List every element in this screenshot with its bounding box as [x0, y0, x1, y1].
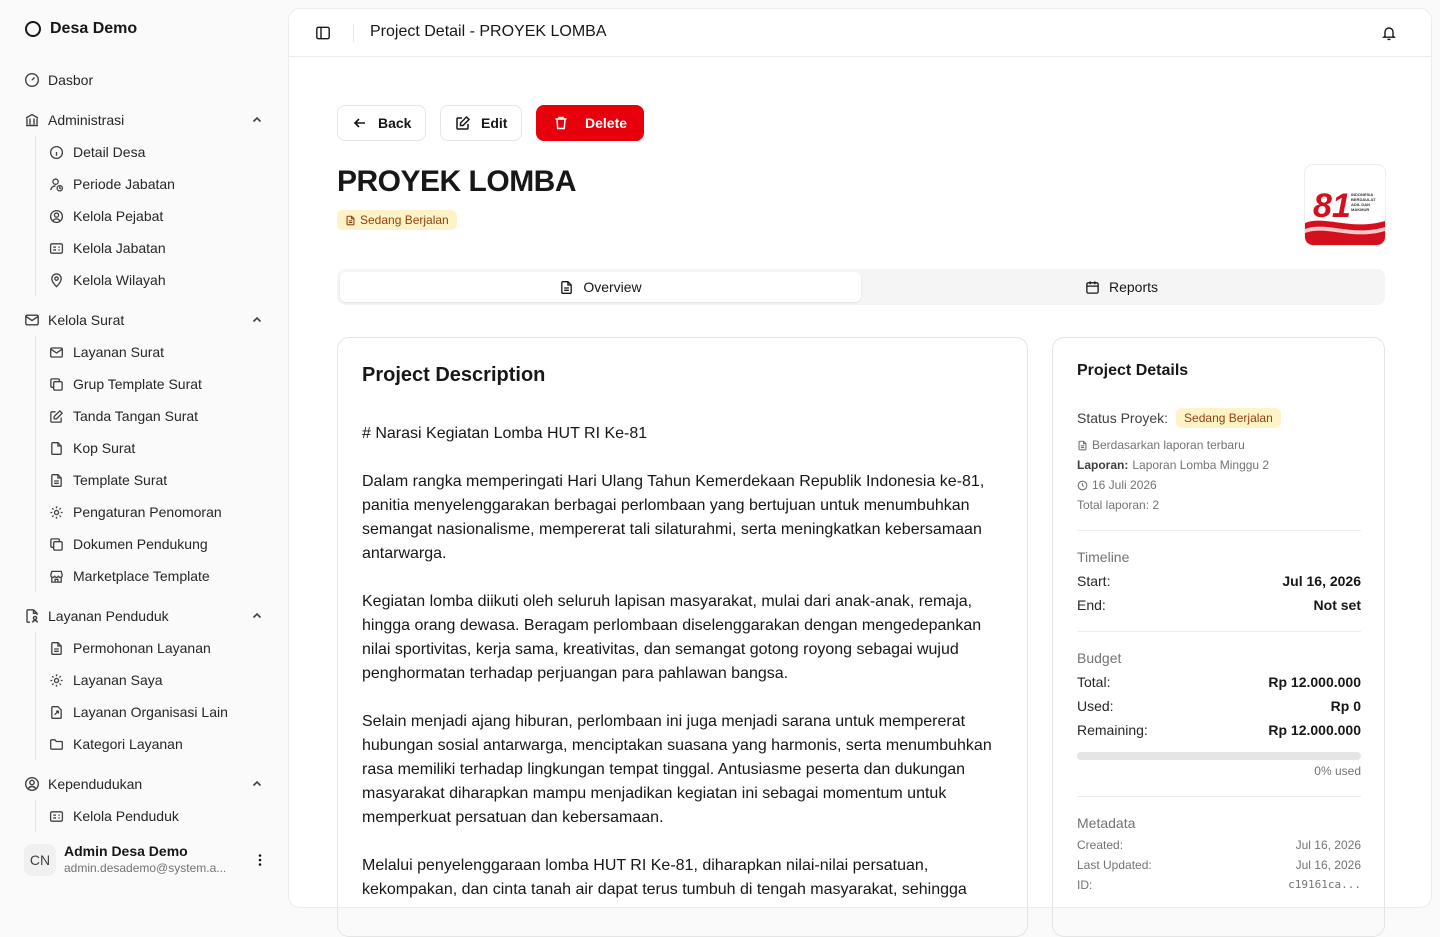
- bank-icon: [24, 112, 40, 128]
- pen-square-icon: [455, 115, 471, 131]
- back-label: Back: [378, 115, 412, 131]
- sidebar-item-label: Kop Surat: [73, 440, 136, 456]
- meta-created: [1077, 838, 1361, 852]
- report-date: [1077, 478, 1157, 492]
- description-body: [362, 422, 1002, 926]
- sidebar-group-label: Administrasi: [48, 112, 125, 128]
- kv-value: Rp 12.000.000: [1268, 674, 1361, 690]
- chevron-up-icon: [250, 609, 264, 623]
- timeline-label: Timeline: [1077, 549, 1130, 565]
- file-text-icon: [559, 280, 574, 295]
- sidebar-item-dokumen-pendukung[interactable]: [49, 532, 269, 556]
- kv-label: Used:: [1077, 698, 1114, 714]
- status-badge-label: Sedang Berjalan: [360, 213, 449, 227]
- description-paragraph: Kegiatan lomba diikuti oleh seluruh lapisan masyarakat, mulai dari anak-anak, remaja, hingga orang dewasa. Beragam perlombaan diselenggarakan dengan mengedepankan nilai sportivitas, kerja sama, kreativitas, dan semangat gotong royong sebagai wujud penghormatan terhadap perjuangan para pahlawan bangsa.: [362, 593, 982, 682]
- sidebar-group-label: Kelola Surat: [48, 312, 125, 328]
- file-text-icon: [345, 215, 356, 226]
- description-paragraph: Melalui penyelenggaraan lomba HUT RI Ke-81, diharapkan nilai-nilai persatuan, kekompakan, dan cinta tanah air dapat terus tumbuh di tengah masyarakat, sehingga: [362, 857, 967, 898]
- bell-icon[interactable]: [1381, 25, 1397, 41]
- sidebar-item-kop-surat[interactable]: [49, 436, 269, 460]
- sidebar-group-administrasi[interactable]: [24, 108, 264, 132]
- logo-text-line: INDONESIA: [1351, 192, 1374, 197]
- status-label: Status Proyek:: [1077, 410, 1169, 426]
- sidebar-item-marketplace-template[interactable]: [49, 564, 269, 588]
- logo-number: 81: [1313, 187, 1351, 225]
- topbar: [289, 9, 1431, 57]
- avatar: CN: [24, 844, 56, 876]
- sidebar-group-layanan-penduduk[interactable]: [24, 604, 264, 628]
- sidebar-item-label: Kelola Pejabat: [73, 208, 164, 224]
- budget-total: [1077, 674, 1361, 690]
- kv-value: Jul 16, 2026: [1282, 573, 1361, 589]
- chevron-up-icon: [250, 313, 264, 327]
- copy-icon: [49, 377, 64, 392]
- sidebar-group-label: Kependudukan: [48, 776, 143, 792]
- edit-label: Edit: [481, 115, 508, 131]
- file-text-icon: [49, 641, 64, 656]
- divider: [353, 24, 354, 42]
- sidebar: [0, 0, 288, 900]
- sidebar-item-kelola-wilayah[interactable]: [49, 268, 269, 292]
- file-text-icon: [49, 473, 64, 488]
- chevron-up-icon: [250, 113, 264, 127]
- pen-square-icon: [49, 409, 64, 424]
- total-reports: Total laporan: 2: [1077, 498, 1160, 512]
- arrow-left-icon: [352, 115, 368, 131]
- logo-text-line: BERDAULAT: [1351, 197, 1376, 202]
- mail-icon: [49, 345, 64, 360]
- sidebar-item-template-surat[interactable]: [49, 468, 269, 492]
- logo-text-line: MAKMUR: [1351, 207, 1370, 212]
- external-file-icon: [49, 705, 64, 720]
- sidebar-item-detail-desa[interactable]: [49, 140, 269, 164]
- sidebar-item-permohonan-layanan[interactable]: [49, 636, 269, 660]
- tab-list: [337, 269, 1385, 305]
- description-paragraph: Dalam rangka memperingati Hari Ulang Tahun Kemerdekaan Republik Indonesia ke-81, panitia menyelenggarakan berbagai perlombaan yang bertujuan untuk menumbuhkan semangat nasionalisme, mempererat tali silaturahmi, serta meningkatkan kebersamaan antarwarga.: [362, 473, 985, 562]
- sub-rail: [35, 136, 36, 296]
- mail-icon: [24, 312, 40, 328]
- user-menu[interactable]: [24, 840, 268, 880]
- sidebar-group-label: Layanan Penduduk: [48, 608, 169, 624]
- meta-value: c19161ca...: [1288, 878, 1361, 891]
- kv-label: Start:: [1077, 573, 1111, 589]
- copy-icon: [49, 537, 64, 552]
- sidebar-item-label: Kelola Wilayah: [73, 272, 166, 288]
- map-pin-icon: [49, 273, 64, 288]
- sidebar-item-label: Layanan Surat: [73, 344, 165, 360]
- sidebar-item-grup-template-surat[interactable]: [49, 372, 269, 396]
- timeline-start: [1077, 573, 1361, 589]
- sidebar-item-label: Detail Desa: [73, 144, 146, 160]
- back-button[interactable]: [337, 105, 426, 141]
- sidebar-item-label: Layanan Organisasi Lain: [73, 704, 228, 720]
- sidebar-item-kelola-pejabat[interactable]: [49, 204, 269, 228]
- sidebar-item-label: Dasbor: [48, 72, 94, 88]
- file-icon: [49, 441, 64, 456]
- sidebar-item-label: Kelola Penduduk: [73, 808, 179, 824]
- sub-rail: [35, 336, 36, 592]
- divider: [1077, 796, 1361, 797]
- chevron-up-icon: [250, 777, 264, 791]
- kv-label: End:: [1077, 597, 1106, 613]
- latest-report: [1077, 458, 1269, 472]
- kv-value: Rp 0: [1330, 698, 1361, 714]
- tab-label: Reports: [1108, 279, 1159, 295]
- gauge-icon: [24, 72, 40, 88]
- budget-label: Budget: [1077, 650, 1122, 666]
- sidebar-item-kategori-layanan[interactable]: [49, 732, 269, 756]
- sidebar-item-label: Permohonan Layanan: [73, 640, 211, 656]
- description-paragraph: Selain menjadi ajang hiburan, perlombaan ini juga menjadi sarana untuk mempererat hubungan sosial antarwarga, menciptakan suasana yang harmonis, serta menumbuhkan rasa memiliki terhadap lingkungan tempat tinggal. Antusiasme peserta dan dukungan masyarakat diharapkan mampu menjadikan kegiatan ini sebagai momentum untuk memperkuat persatuan dan kebersamaan.: [362, 713, 992, 826]
- metadata-label: Metadata: [1077, 815, 1136, 831]
- user-name: Admin Desa Demo: [64, 843, 188, 859]
- sidebar-item-label: Marketplace Template: [73, 568, 210, 584]
- budget-remaining: [1077, 722, 1361, 738]
- sub-rail: [35, 632, 36, 760]
- sidebar-item-label: Template Surat: [73, 472, 168, 488]
- sidebar-item-tanda-tangan-surat[interactable]: [49, 404, 269, 428]
- kv-value: Rp 12.000.000: [1268, 722, 1361, 738]
- sidebar-item-label: Layanan Saya: [73, 672, 163, 688]
- kv-label: Remaining:: [1077, 722, 1148, 738]
- clock-icon: [1077, 480, 1088, 491]
- report-name: Laporan Lomba Minggu 2: [1132, 458, 1270, 472]
- sidebar-item-label: Tanda Tangan Surat: [73, 408, 199, 424]
- folder-icon: [49, 737, 64, 752]
- meta-label: Created:: [1077, 838, 1124, 852]
- logo-circle-icon: [24, 20, 42, 38]
- status-line: [1077, 408, 1281, 428]
- meta-value: Jul 16, 2026: [1295, 858, 1361, 872]
- sidebar-item-label: Grup Template Surat: [73, 376, 202, 392]
- sidebar-toggle-icon[interactable]: [315, 25, 331, 41]
- delete-button[interactable]: [536, 105, 644, 141]
- kv-value: Not set: [1313, 597, 1361, 613]
- kv-label: Total:: [1077, 674, 1111, 690]
- budget-progress-bar: [1077, 752, 1361, 760]
- tab-reports[interactable]: [861, 272, 1382, 302]
- meta-id: [1077, 878, 1361, 892]
- info-icon: [49, 145, 64, 160]
- sidebar-item-kelola-jabatan[interactable]: [49, 236, 269, 260]
- status-source: [1077, 438, 1245, 452]
- logo-text-line: ADIL DAN: [1351, 202, 1371, 207]
- delete-label: Delete: [585, 115, 628, 131]
- tab-label: Overview: [583, 279, 642, 295]
- sidebar-item-layanan-surat[interactable]: [49, 340, 269, 364]
- sidebar-group-kependudukan[interactable]: [24, 772, 264, 796]
- page-title: Project Detail - PROYEK LOMBA: [370, 23, 607, 40]
- file-user-icon: [24, 608, 40, 624]
- tab-overview[interactable]: [340, 272, 861, 302]
- main-panel: [288, 8, 1432, 908]
- meta-label: ID:: [1077, 878, 1093, 892]
- report-date-text: 16 Juli 2026: [1092, 478, 1157, 492]
- project-details-card: [1052, 337, 1385, 937]
- gear-icon: [49, 673, 64, 688]
- sidebar-item-label: Kelola Jabatan: [73, 240, 166, 256]
- user-email: admin.desademo@system.a...: [64, 861, 227, 875]
- description-paragraph: # Narasi Kegiatan Lomba HUT RI Ke-81: [362, 425, 648, 442]
- sidebar-item-layanan-saya[interactable]: [49, 668, 269, 692]
- more-vertical-icon[interactable]: [252, 852, 268, 868]
- edit-button[interactable]: [440, 105, 522, 141]
- user-circle-icon: [24, 776, 40, 792]
- sidebar-item-label: Periode Jabatan: [73, 176, 175, 192]
- sidebar-item-label: Kategori Layanan: [73, 736, 183, 752]
- status-source-text: Berdasarkan laporan terbaru: [1092, 438, 1245, 452]
- budget-used-percent: 0% used: [1314, 764, 1361, 778]
- id-card-icon: [49, 241, 64, 256]
- gear-icon: [49, 505, 64, 520]
- brand[interactable]: [24, 20, 137, 38]
- project-description-card: [337, 337, 1028, 937]
- status-badge: [337, 210, 457, 230]
- status-badge: Sedang Berjalan: [1176, 408, 1281, 428]
- store-icon: [49, 569, 64, 584]
- id-card-icon: [49, 809, 64, 824]
- user-circle-icon: [49, 209, 64, 224]
- project-title: PROYEK LOMBA: [337, 165, 577, 198]
- divider: [1077, 631, 1361, 632]
- meta-updated: [1077, 858, 1361, 872]
- sub-rail: [35, 800, 36, 832]
- user-clock-icon: [49, 177, 64, 192]
- trash-icon: [553, 115, 569, 131]
- sidebar-item-pengaturan-penomoran[interactable]: [49, 500, 269, 524]
- sidebar-item-label: Dokumen Pendukung: [73, 536, 208, 552]
- sidebar-item-layanan-organisasi-lain[interactable]: [49, 700, 269, 724]
- timeline-end: [1077, 597, 1361, 613]
- sidebar-item-periode-jabatan[interactable]: [49, 172, 269, 196]
- app-name: Desa Demo: [50, 20, 138, 37]
- sidebar-item-label: Pengaturan Penomoran: [73, 504, 222, 520]
- divider: [1077, 530, 1361, 531]
- meta-value: Jul 16, 2026: [1295, 838, 1361, 852]
- file-text-icon: [1077, 440, 1088, 451]
- project-logo-image: [1305, 165, 1385, 245]
- report-label: Laporan:: [1077, 458, 1129, 472]
- card-title: Project Description: [362, 364, 546, 386]
- meta-label: Last Updated:: [1077, 858, 1152, 872]
- sidebar-item-dasbor[interactable]: [24, 68, 264, 92]
- sidebar-group-kelola-surat[interactable]: [24, 308, 264, 332]
- calendar-icon: [1085, 280, 1100, 295]
- budget-used: [1077, 698, 1361, 714]
- sidebar-item-kelola-penduduk[interactable]: [49, 804, 269, 828]
- card-title: Project Details: [1077, 362, 1189, 379]
